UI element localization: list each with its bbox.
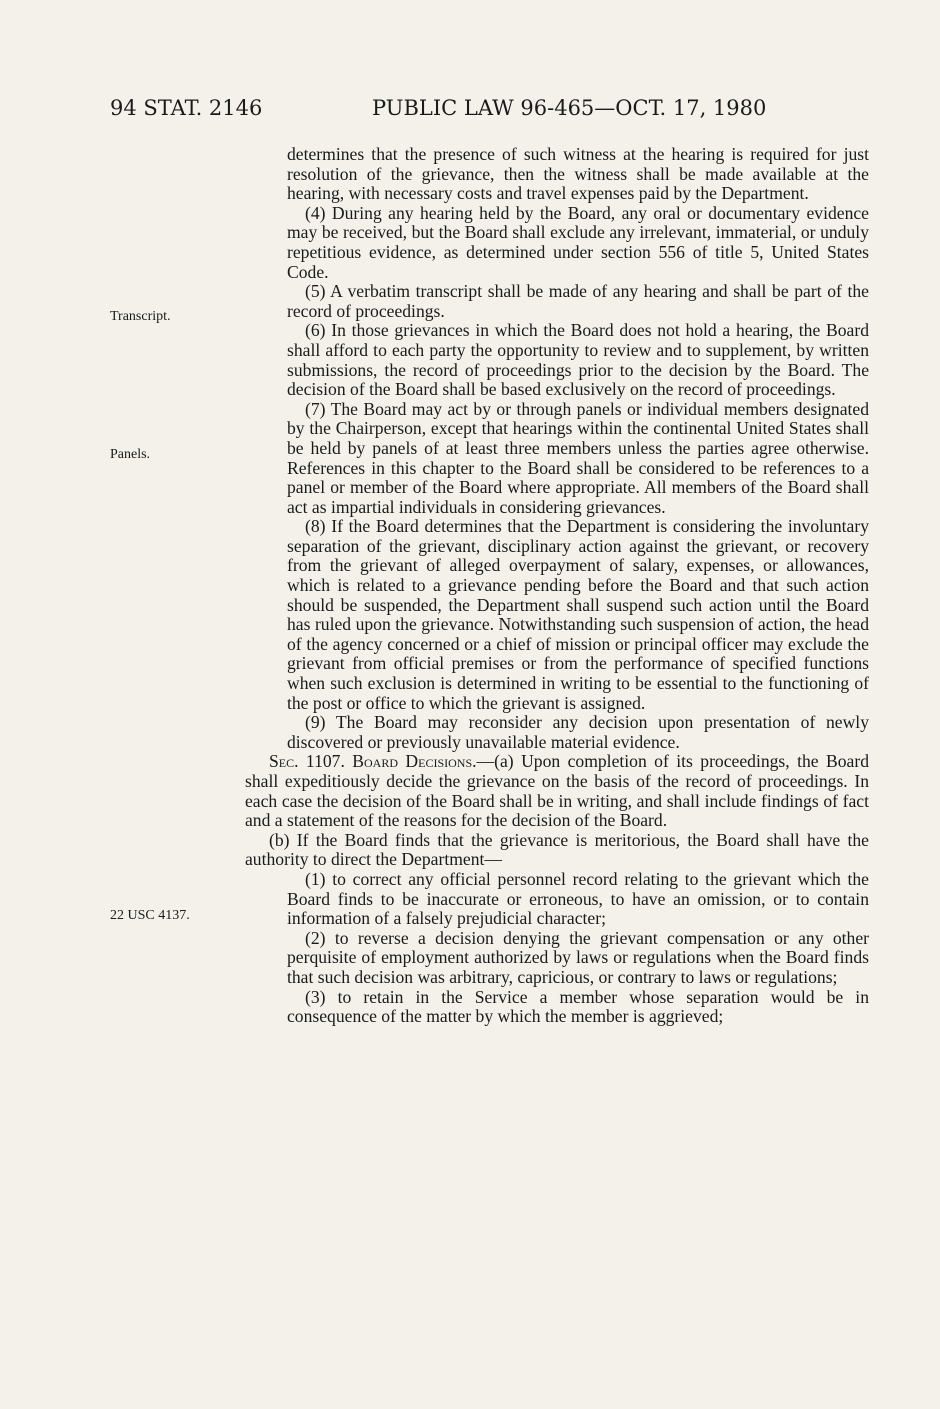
section-heading: Sec. 1107. Board Decisions. (269, 751, 477, 772)
subsection-b: (b) If the Board finds that the grievance is meritorious, the Board shall have the authority to direct the Department— (245, 829, 869, 870)
subsection-b-3: (3) to retain in the Service a member whose separation would be in consequence of the matter by which the member is aggrieved; (287, 986, 869, 1027)
stat-citation: 94 STAT. 2146 (110, 96, 263, 120)
margin-note-panels: Panels. (110, 447, 151, 462)
subsection-b-1: (1) to correct any official personnel record relating to the grievant which the Board finds to be inaccurate or erroneous, to have an omission, or to contain information of a falsely prejudicial character; (287, 868, 869, 929)
paragraph-7: (7) The Board may act by or through panels or individual members designated by the Chairperson, except that hearings within the continental United States shall be held by panels of at least three members unless the parties agree otherwise. References in this chapter to the Board shall be considered to be references to a panel or member of the Board where appropriate. All members of the Board shall act as impartial individuals in considering grievances. (287, 398, 869, 517)
paragraph-4: (4) During any hearing held by the Board, any oral or documentary evidence may be received, but the Board shall exclude any irrelevant, immaterial, or unduly repetitious evidence, as determined under section 556 of title 5, United States Code. (287, 202, 869, 282)
paragraph-6: (6) In those grievances in which the Board does not hold a hearing, the Board shall afford to each party the opportunity to review and to supplement, by written submissions, the record of proceedings prior to the decision by the Board. The decision of the Board shall be based exclusively on the record of proceedings. (287, 320, 869, 400)
paragraph-8: (8) If the Board determines that the Department is considering the involuntary separation of the grievant, disciplinary action against the grievant, or recovery from the grievant of alleged overpayment of salary, expenses, or allowances, which is related to a grievance pending before the Board and that such action should be suspended, the Department shall suspend such action until the Board has ruled upon the grievance. Notwithstanding such suspension of action, the head of the agency concerned or a chief of mission or principal officer may exclude the grievant from official premises or from the performance of specified functions when such exclusion is determined in writing to be essential to the functioning of the post or office to which the grievant is assigned. (287, 516, 869, 713)
paragraph-5: (5) A verbatim transcript shall be made of any hearing and shall be part of the record of proceedings. (287, 281, 869, 321)
section-1107 (245, 752, 869, 830)
public-law-title: PUBLIC LAW 96-465—OCT. 17, 1980 (372, 96, 767, 120)
page-header (110, 96, 770, 126)
paragraph-continuation: determines that the presence of such witness at the hearing is required for just resolution of the grievance, then the witness shall be made available at the hearing, with necessary costs and travel expenses paid by the Department. (287, 144, 869, 204)
section-1107-text: —(a) Upon completion of its proceedings, the Board shall expeditiously decide the grievance on the basis of the record of proceedings. In each case the decision of the Board shall be in writing, and shall include findings of fact and a statement of the reasons for the decision of the Board. (245, 751, 869, 831)
margin-note-usc: 22 USC 4137. (110, 908, 190, 923)
subsection-b-2: (2) to reverse a decision denying the grievant compensation or any other perquisite of employment authorized by laws or regulations when the Board finds that such decision was arbitrary, capricious, or contrary to laws or regulations; (287, 927, 869, 987)
margin-note-transcript: Transcript. (110, 309, 171, 324)
statute-body (245, 145, 869, 1027)
paragraph-9: (9) The Board may reconsider any decision upon presentation of newly discovered or previously unavailable material evidence. (287, 712, 869, 752)
